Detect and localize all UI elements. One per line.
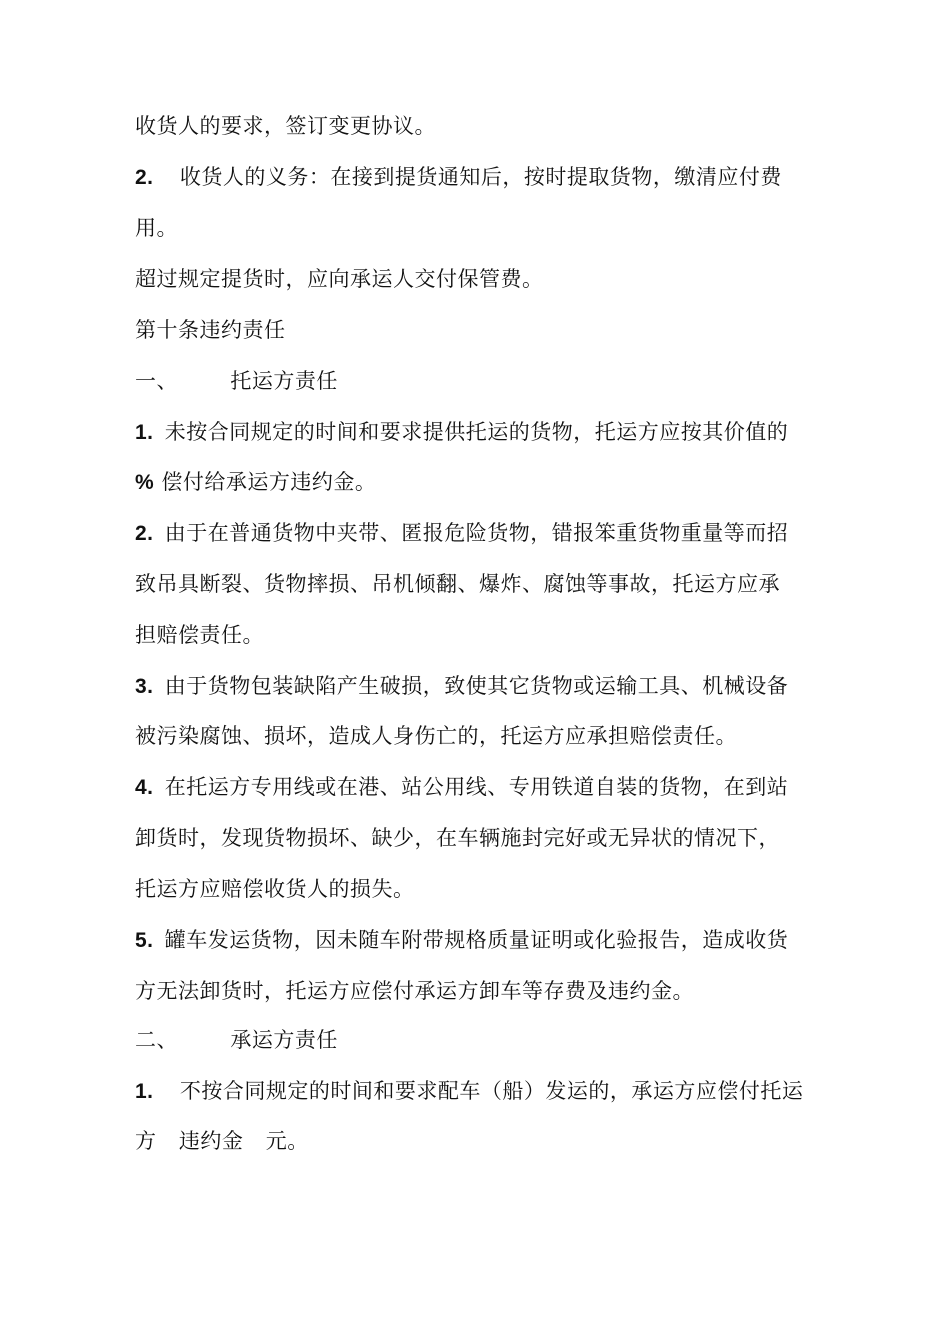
line-text: 被污染腐蚀、损坏，造成人身伤亡的，托运方应承担赔偿责任。 [135,724,737,748]
item-number: 3. [135,675,154,698]
percent-sign: % [135,471,155,494]
text-line [135,823,835,853]
numbered-line [135,772,835,803]
line-text: 元。 [265,1129,309,1153]
line-text: 收货人的义务：在接到提货通知后，按时提取货物，缴清应付费 [179,165,782,189]
numbered-line [135,1076,835,1107]
item-number: 2. [135,166,154,189]
text-line [135,111,835,141]
line-text: 卸货时，发现货物损坏、缺少，在车辆施封完好或无异状的情况下， [135,826,780,850]
line-text: 未按合同规定的时间和要求提供托运的货物，托运方应按其价值的 [164,420,789,444]
line-text: 超过规定提货时，应向承运人交付保管费。 [135,267,544,291]
line-text: 担赔偿责任。 [135,623,264,647]
text-line [135,721,835,751]
line-text: 托运方应赔偿收货人的损失。 [135,877,415,901]
text-line [135,569,835,599]
line-text: 偿付给承运方违约金。 [161,470,377,494]
numbered-line [135,417,835,448]
text-line [135,620,835,650]
line-text: 方无法卸货时，托运方应偿付承运方卸车等存费及违约金。 [135,979,694,1003]
line-text: 方 [135,1129,157,1153]
text-line [135,976,835,1006]
line-text: 由于在普通货物中夹带、匿报危险货物，错报笨重货物重量等而招 [164,521,789,545]
line-text: 致吊具断裂、货物摔损、吊机倾翻、爆炸、腐蚀等事故，托运方应承 [135,572,780,596]
numbered-line [135,671,835,702]
text-line [135,264,835,294]
line-text: 不按合同规定的时间和要求配车（船）发运的，承运方应偿付托运 [179,1079,804,1103]
section-heading [135,366,835,396]
line-text: 第十条违约责任 [135,318,286,342]
numbered-line [135,162,835,193]
item-number: 1. [135,1080,154,1103]
numbered-line [135,518,835,549]
numbered-line [135,925,835,956]
item-number: 4. [135,776,154,799]
section-marker: 一、 [135,369,178,393]
line-text: 由于货物包装缺陷产生破损，致使其它货物或运输工具、机械设备 [164,674,789,698]
section-marker: 二、 [135,1028,178,1052]
text-line [135,874,835,904]
section-title: 托运方责任 [230,369,338,393]
item-number: 2. [135,522,154,545]
section-title: 承运方责任 [230,1028,338,1052]
item-number: 5. [135,929,154,952]
article-heading [135,315,835,345]
line-text: 用。 [135,216,178,240]
line-text: 收货人的要求，签订变更协议。 [135,114,436,138]
section-heading [135,1025,835,1055]
text-line [135,1126,835,1156]
line-text: 在托运方专用线或在港、站公用线、专用铁道自装的货物，在到站 [164,775,789,799]
item-number: 1. [135,421,154,444]
text-line [135,213,835,243]
numbered-line [135,467,835,498]
line-text: 罐车发运货物，因未随车附带规格质量证明或化验报告，造成收货 [164,928,789,952]
blank-amount-label: 违约金 [178,1129,244,1153]
